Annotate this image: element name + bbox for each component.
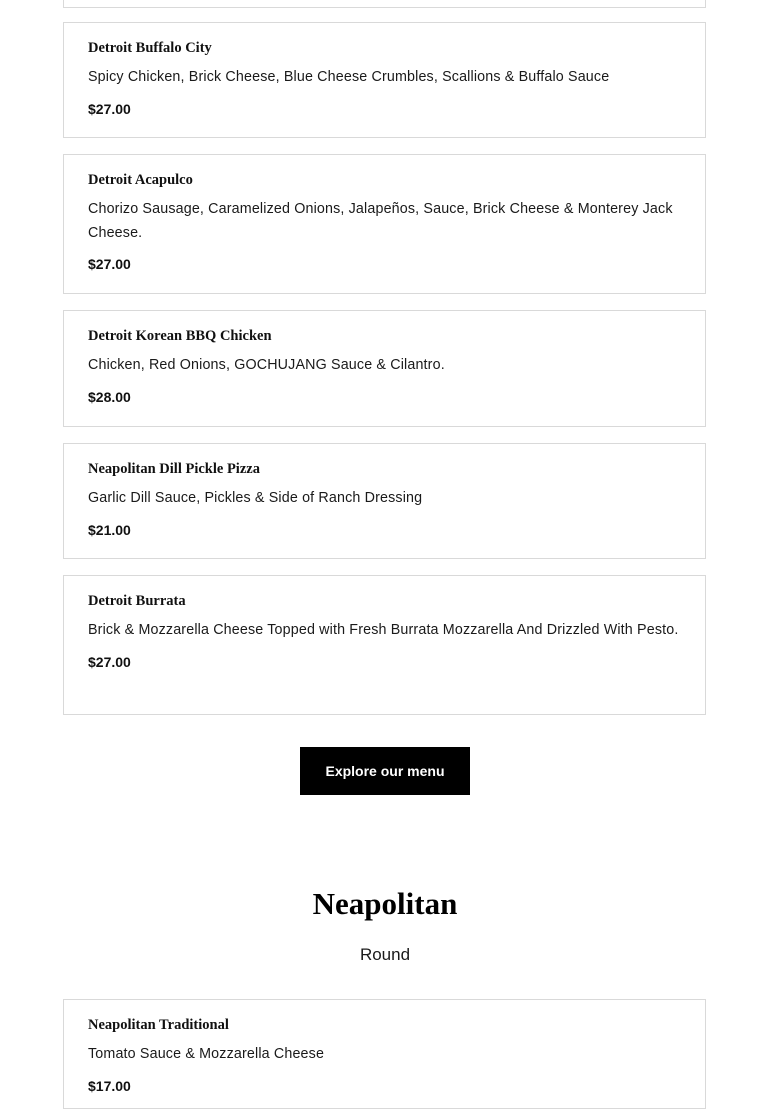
menu-item-name: Neapolitan Traditional: [88, 1017, 229, 1033]
menu-item-name: Detroit Korean BBQ Chicken: [88, 328, 272, 344]
menu-item-description: Garlic Dill Sauce, Pickles & Side of Ranch Dressing: [88, 490, 423, 506]
menu-item-card[interactable]: [63, 443, 706, 559]
menu-item-description: Chicken, Red Onions, GOCHUJANG Sauce & Cilantro.: [88, 357, 445, 373]
menu-item-description: Chorizo Sausage, Caramelized Onions, Jalapeños, Sauce, Brick Cheese & Monterey Jack Cheese.: [88, 201, 673, 241]
menu-item-price: $27.00: [88, 100, 131, 117]
menu-item-name: Detroit Acapulco: [88, 172, 193, 188]
menu-item-card[interactable]: [63, 575, 706, 715]
menu-item-card[interactable]: [63, 154, 706, 294]
menu-item-card[interactable]: [63, 22, 706, 138]
menu-item-price: $17.00: [88, 1077, 131, 1094]
menu-item-description: Brick & Mozzarella Cheese Topped with Fresh Burrata Mozzarella And Drizzled With Pesto.: [88, 622, 679, 638]
menu-item-price: $28.00: [88, 388, 131, 405]
section-title: Neapolitan: [312, 886, 458, 921]
menu-item-price: $27.00: [88, 653, 131, 670]
menu-item-card[interactable]: [63, 310, 706, 427]
menu-item-price: $21.00: [88, 521, 131, 538]
menu-item-name: Detroit Buffalo City: [88, 40, 212, 56]
menu-item-price: $27.00: [88, 256, 131, 272]
section-subtitle: Round: [359, 945, 411, 964]
menu-item-name: Neapolitan Dill Pickle Pizza: [88, 461, 260, 477]
menu-item-description: Tomato Sauce & Mozzarella Cheese: [88, 1046, 325, 1062]
menu-item-card-partial: [63, 0, 706, 8]
menu-item-card[interactable]: [63, 999, 706, 1109]
menu-item-description: Spicy Chicken, Brick Cheese, Blue Cheese Crumbles, Scallions & Buffalo Sauce: [88, 69, 610, 85]
menu-item-name: Detroit Burrata: [88, 593, 186, 609]
explore-menu-button[interactable]: Explore our menu: [300, 747, 470, 795]
